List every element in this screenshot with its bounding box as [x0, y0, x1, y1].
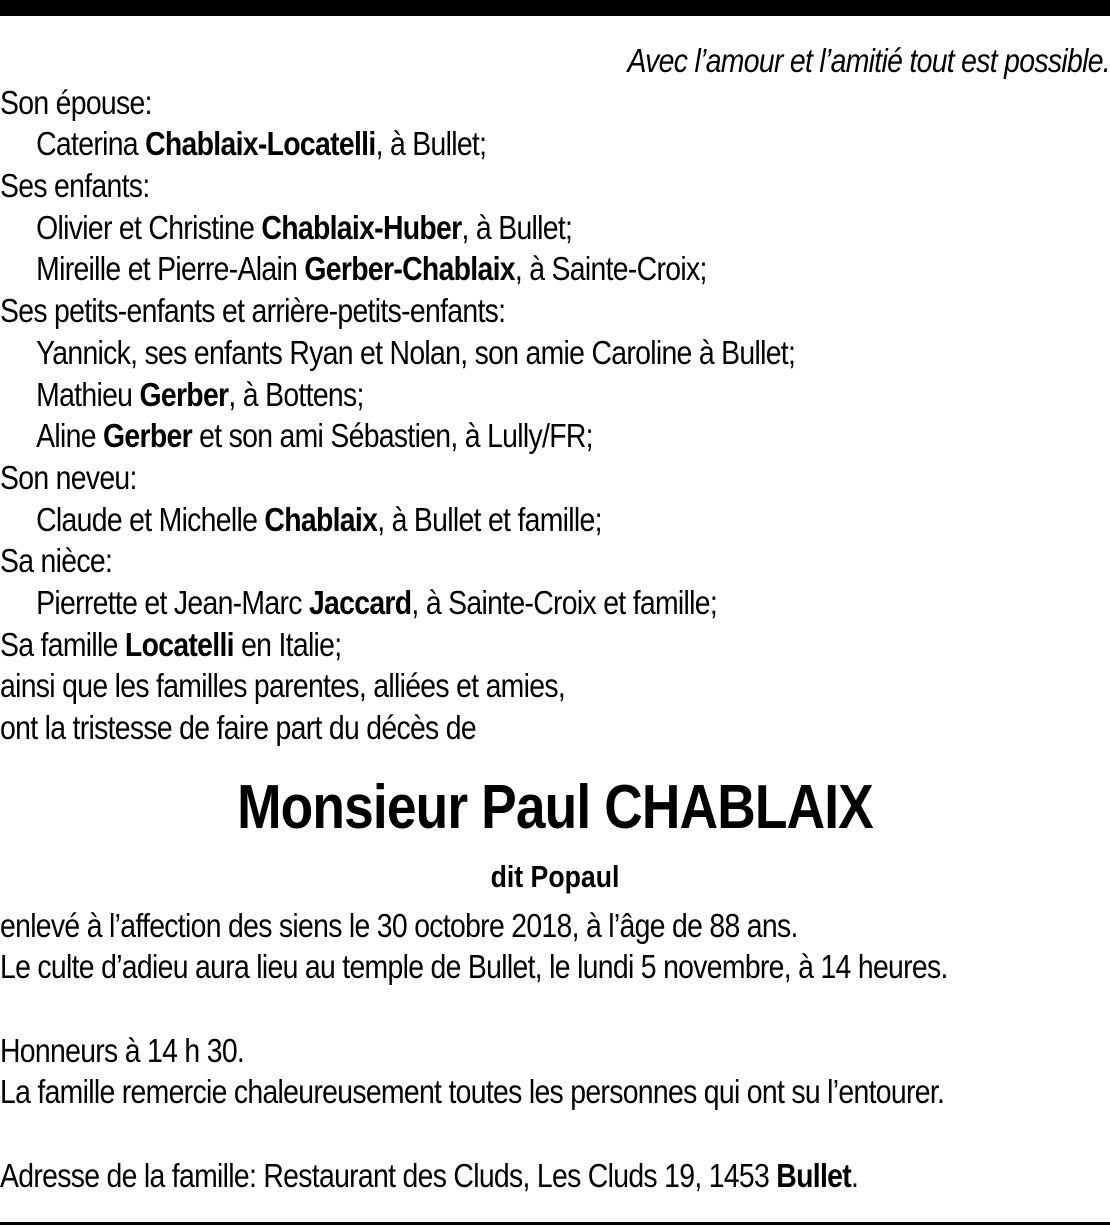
obituary-notice	[0, 40, 1110, 1197]
relatives-line: ainsi que les familles parentes, alliées et amies,	[0, 667, 566, 705]
address-town: Bullet	[776, 1156, 852, 1194]
niece-surname: Jaccard	[308, 583, 412, 621]
service-line: Le culte d’adieu aura lieu au temple de Bullet, le lundi 5 novembre, à 14 heures.	[0, 948, 948, 986]
spouse-surname: Chablaix-Locatelli	[145, 125, 376, 163]
bottom-rule	[0, 1222, 1110, 1225]
family-surname: Locatelli	[124, 625, 234, 663]
deceased-name: Monsieur Paul CHABLAIX	[237, 772, 873, 842]
grandchild-entry: Aline Gerber et son ami Sébastien, à Lully/FR;	[36, 417, 593, 455]
grandchild-surname: Gerber	[102, 417, 192, 455]
nephew-heading: Son neveu:	[0, 458, 137, 496]
children-heading: Ses enfants:	[0, 167, 150, 205]
grandchild-entry: Mathieu Gerber, à Bottens;	[36, 375, 364, 413]
spouse-heading: Son épouse:	[0, 83, 152, 121]
family-line: Sa famille Locatelli en Italie;	[0, 625, 342, 663]
niece-heading: Sa nièce:	[0, 542, 113, 580]
child-surname: Gerber-Chablaix	[304, 250, 515, 288]
death-line: enlevé à l’affection des siens le 30 octobre 2018, à l’âge de 88 ans.	[0, 906, 798, 944]
grandchildren-heading: Ses petits-enfants et arrière-petits-enfants:	[0, 292, 506, 330]
service-details	[0, 905, 1110, 1197]
grandchild-entry: Yannick, ses enfants Ryan et Nolan, son amie Caroline à Bullet;	[36, 333, 796, 371]
deceased-nickname: dit Popaul	[490, 858, 620, 894]
address-line: Adresse de la famille: Restaurant des Cluds, Les Cluds 19, 1453 Bullet.	[0, 1156, 859, 1194]
child-entry: Mireille et Pierre-Alain Gerber-Chablaix, à Sainte-Croix;	[36, 250, 707, 288]
grandchild-surname: Gerber	[139, 375, 229, 413]
announcement-line: ont la tristesse de faire part du décès de	[0, 709, 476, 746]
motto: Avec l’amour et l’amitié tout est possible.	[627, 42, 1110, 79]
child-entry: Olivier et Christine Chablaix-Huber, à Bullet;	[36, 208, 573, 246]
nephew-entry: Claude et Michelle Chablaix, à Bullet et famille;	[36, 500, 602, 538]
child-surname: Chablaix-Huber	[261, 208, 462, 246]
honours-line: Honneurs à 14 h 30.	[0, 1031, 245, 1069]
niece-entry: Pierrette et Jean-Marc Jaccard, à Sainte-Croix et famille;	[36, 583, 718, 621]
top-rule	[0, 0, 1110, 16]
nephew-surname: Chablaix	[264, 500, 378, 538]
spouse-entry: Caterina Chablaix-Locatelli, à Bullet;	[36, 125, 487, 163]
thanks-line: La famille remercie chaleureusement toutes les personnes qui ont su l’entourer.	[0, 1073, 945, 1111]
